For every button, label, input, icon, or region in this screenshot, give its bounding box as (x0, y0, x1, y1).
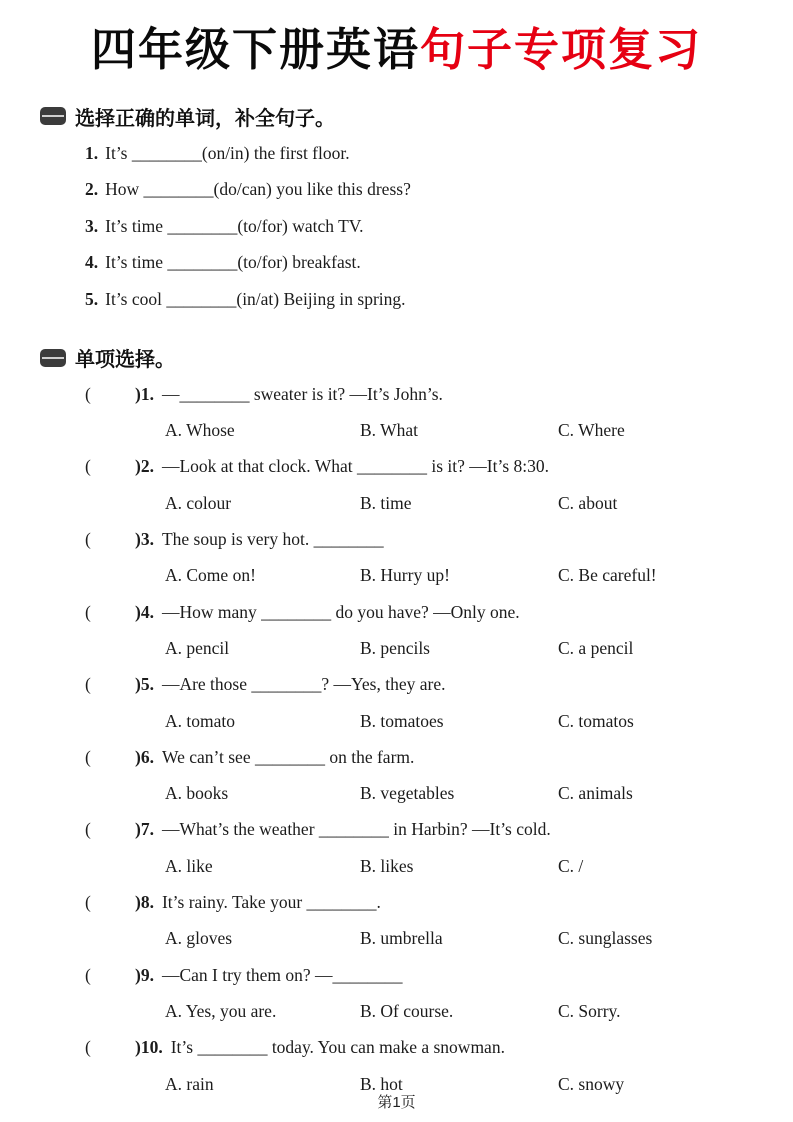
section1-header-label: 选择正确的单词，补全句子。 (75, 107, 335, 130)
question-number: )2. (135, 456, 154, 477)
item-text: It’s time ________(to/for) watch TV. (105, 215, 364, 236)
item-text: It’s time ________(to/for) breakfast. (105, 252, 361, 272)
option-c: C. tomatos (558, 710, 634, 731)
option-b: B. time (360, 492, 412, 513)
mc-question-line (40, 1030, 753, 1066)
title-highlight: 句子专项复习 (420, 24, 703, 75)
mc-question-line (40, 521, 753, 557)
mc-question-line (40, 449, 753, 485)
answer-bracket: ( (85, 819, 91, 840)
mc-question-line (40, 884, 753, 920)
answer-bracket: ( (85, 383, 91, 404)
option-c: C. snowy (558, 1073, 625, 1094)
option-a: A. gloves (165, 928, 233, 949)
answer-bracket: ( (85, 456, 91, 477)
fill-item (40, 171, 753, 208)
answer-bracket: ( (85, 964, 91, 985)
option-c: C. Sorry. (558, 1000, 621, 1021)
mc-options-row (40, 703, 753, 739)
option-a: A. books (165, 783, 229, 804)
option-b: B. umbrella (360, 928, 443, 949)
question-number: )7. (135, 819, 154, 840)
option-b: B. vegetables (360, 783, 455, 804)
option-a: A. like (165, 855, 213, 876)
mc-options-row (40, 848, 753, 884)
option-c: C. sunglasses (558, 928, 653, 949)
mc-options-row (40, 485, 753, 521)
item-number: 2. (85, 179, 99, 199)
option-a: A. tomato (165, 710, 235, 731)
section-badge-icon (40, 349, 66, 367)
question-number: )10. (135, 1037, 163, 1058)
mc-question-line (40, 376, 753, 412)
option-b: B. What (360, 420, 419, 441)
option-a: A. Yes, you are. (165, 1000, 277, 1021)
question-number: )6. (135, 746, 154, 767)
question-text: —What’s the weather ________ in Harbin? —It’s cold. (161, 819, 551, 840)
option-c: C. animals (558, 783, 633, 804)
option-c: C. Be careful! (558, 565, 657, 586)
fill-item (40, 244, 753, 281)
question-number: )8. (135, 892, 154, 913)
question-text: —Look at that clock. What ________ is it? —It’s 8:30. (161, 456, 550, 477)
mc-options-row (40, 413, 753, 449)
option-a: A. Whose (165, 420, 235, 441)
option-a: A. Come on! (165, 565, 256, 586)
page-title (40, 24, 753, 76)
question-text: The soup is very hot. ________ (161, 529, 384, 550)
item-number: 4. (85, 252, 99, 272)
item-text: It’s ________(on/in) the first floor. (105, 142, 350, 163)
question-number: )1. (135, 383, 154, 404)
mc-question-line (40, 812, 753, 848)
section2-header-label: 单项选择。 (75, 349, 175, 372)
option-a: A. pencil (165, 637, 230, 658)
option-b: B. pencils (360, 637, 430, 658)
question-text: —________ sweater is it? —It’s John’s. (161, 383, 443, 404)
mc-options-row (40, 558, 753, 594)
answer-bracket: ( (85, 892, 91, 913)
option-b: B. Of course. (360, 1000, 454, 1021)
mc-options-row (40, 921, 753, 957)
question-number: )9. (135, 964, 154, 985)
section2-header (40, 339, 753, 376)
option-b: B. likes (360, 855, 414, 876)
option-b: B. hot (360, 1073, 403, 1094)
option-a: A. colour (165, 492, 232, 513)
question-text: —Are those ________? —Yes, they are. (161, 674, 446, 695)
answer-bracket: ( (85, 674, 91, 695)
option-a: A. rain (165, 1073, 214, 1094)
section1-header (40, 98, 753, 135)
mc-options-row (40, 776, 753, 812)
option-c: C. about (558, 492, 618, 513)
section-badge-icon (40, 107, 66, 125)
mc-options-row (40, 993, 753, 1029)
question-number: )3. (135, 529, 154, 550)
title-main: 四年级下册英语 (90, 24, 420, 75)
mc-question-line (40, 957, 753, 993)
badge-stripe (42, 115, 64, 117)
question-text: —How many ________ do you have? —Only one. (161, 601, 520, 622)
option-b: B. tomatoes (360, 710, 444, 731)
question-text: It’s ________ today. You can make a snowman. (170, 1037, 505, 1058)
fill-item (40, 208, 753, 245)
answer-bracket: ( (85, 529, 91, 550)
badge-stripe (42, 357, 64, 359)
option-c: C. a pencil (558, 637, 634, 658)
question-number: )4. (135, 601, 154, 622)
mc-question-line (40, 594, 753, 630)
option-c: C. / (558, 855, 584, 876)
question-text: We can’t see ________ on the farm. (161, 746, 415, 767)
answer-bracket: ( (85, 601, 91, 622)
answer-bracket: ( (85, 746, 91, 767)
option-c: C. Where (558, 420, 625, 441)
page-number: 第1页 (377, 1094, 416, 1111)
item-text: It’s cool ________(in/at) Beijing in spring. (105, 288, 406, 309)
answer-bracket: ( (85, 1037, 91, 1058)
question-text: —Can I try them on? —________ (161, 964, 403, 985)
item-number: 1. (85, 142, 99, 163)
fill-item (40, 281, 753, 318)
mc-options-row (40, 630, 753, 666)
mc-question-line (40, 739, 753, 775)
item-text: How ________(do/can) you like this dress? (105, 179, 411, 199)
item-number: 3. (85, 215, 99, 236)
question-text: It’s rainy. Take your ________. (161, 892, 381, 913)
question-number: )5. (135, 674, 154, 695)
mc-question-line (40, 667, 753, 703)
fill-item (40, 135, 753, 172)
option-b: B. Hurry up! (360, 565, 450, 586)
item-number: 5. (85, 288, 99, 309)
